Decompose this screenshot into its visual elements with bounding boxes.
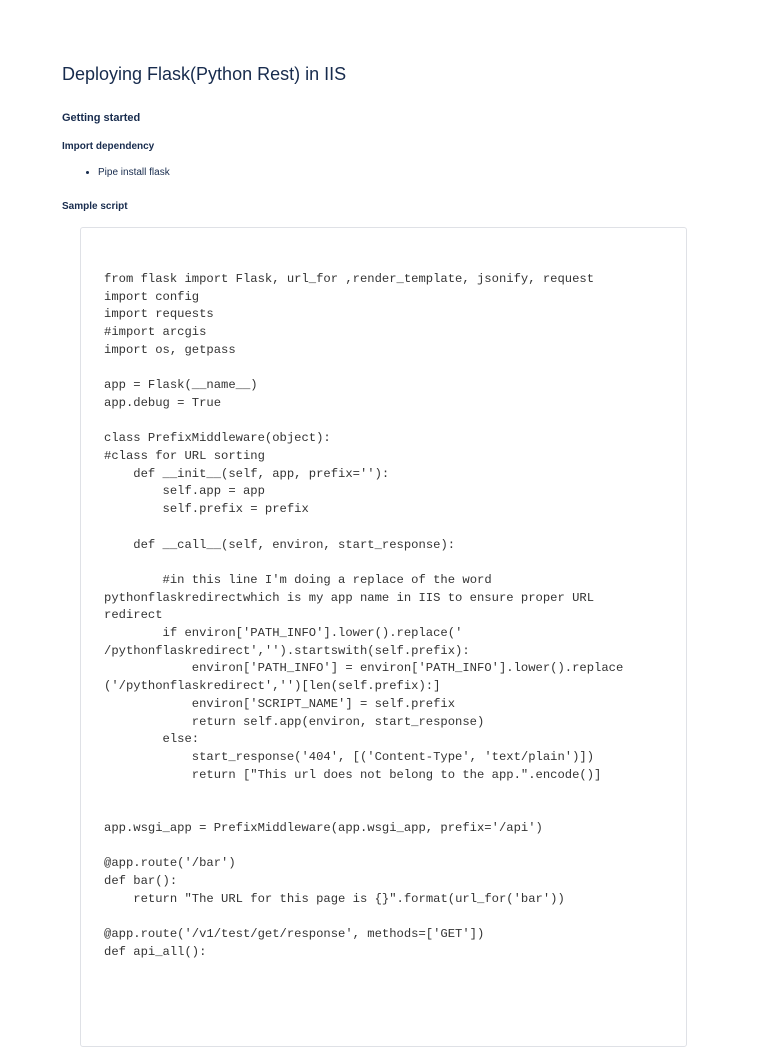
- list-item: • Pipe install flask: [98, 166, 170, 180]
- code-text: from flask import Flask, url_for ,render_template, jsonify, request import config import requests #import arcgis import os, getpass app = Flask(__name__) app.debug = True class PrefixMiddleware(object): #class for URL sorting def __init__(self, app, prefix=''): self.app = app self.prefix = prefix def __call__(self, environ, start_response): #in this line I'm doing a replace of the word pythonflaskredirectwhich is my app name in IIS to ensure proper URL redirect if environ['PATH_INFO'].lower().replace(' /pythonflaskredirect','').startswith(self.prefix): environ['PATH_INFO'] = environ['PATH_INFO'].lower().replace ('/pythonflaskredirect','')[len(self.prefix):] environ['SCRIPT_NAME'] = self.prefix return self.app(environ, start_response) else: start_response('404', [('Content-Type', 'text/plain')]) return ["This url does not belong to the app.".encode()] app.wsgi_app = PrefixMiddleware(app.wsgi_app, prefix='/api') @app.route('/bar') def bar(): return "The URL for this page is {}".format(url_for('bar')) @app.route('/v1/test/get/response', methods=['GET']) def api_all():: [104, 272, 624, 959]
- dependency-list: [62, 166, 170, 180]
- subheading-sample-script: Sample script: [62, 201, 128, 212]
- page-title: Deploying Flask(Python Rest) in IIS: [62, 64, 347, 84]
- code-block: [80, 227, 687, 1047]
- section-heading-getting-started: Getting started: [62, 112, 141, 124]
- subheading-import-dependency: Import dependency: [62, 141, 155, 152]
